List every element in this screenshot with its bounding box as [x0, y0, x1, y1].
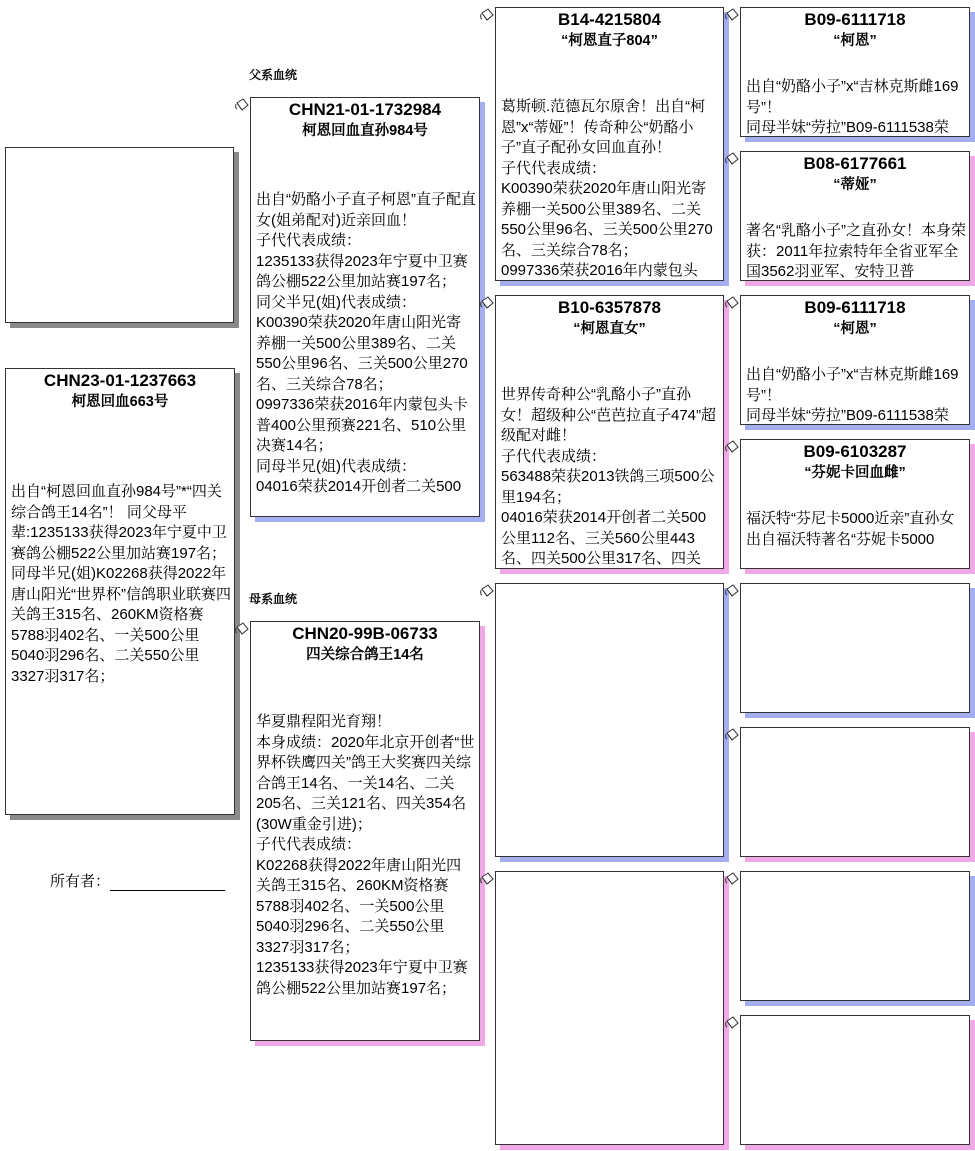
ring-number: B09-6103287	[803, 442, 907, 461]
paint-bucket-icon[interactable]	[480, 584, 494, 598]
paint-bucket-icon[interactable]	[235, 98, 249, 112]
pigeon-notes: 葛斯顿.范德瓦尔原舍！出自“柯恩”x“蒂娅”！传奇种公“奶酪小子”直子配孙女回血直孙！ 子代代表成绩： K00390荣获2020年唐山阳光寄养棚一关500公里389名、二关550公里96名、三关500公里270名、三关综合78名； 0997336荣获2016年内蒙包头	[501, 98, 713, 279]
dam-dam-card-empty[interactable]	[495, 871, 724, 1145]
pigeon-notes: 出自“奶酪小子”x“吉林克斯雌169号”！ 同母半妹“劳拉”B09-6111538荣	[746, 366, 959, 424]
subject-card[interactable]	[5, 368, 235, 815]
ddd-card-empty[interactable]	[740, 1015, 970, 1145]
paint-bucket-icon[interactable]	[725, 728, 739, 742]
ring-number: B10-6357878	[557, 298, 662, 317]
pigeon-name: “柯恩”	[833, 33, 877, 49]
owner-label: 所有者：	[50, 873, 111, 890]
pigeon-notes: 华夏鼎程阳光育翔！ 本身成绩：2020年北京开创者“世界杯铁鹰四关”鸽王大奖赛四关综合鸽王14名、一关14名、二关205名、三关121名、四关354名(30W重金引进)； 子代代表成绩： K02268获得2022年唐山阳光四关鸽王315名、260KM资格赛5788羽402名、一关500公里5040羽296名、二关550公里3327羽317名； 1235133获得2023年宁夏中卫赛鸽公棚522公里加站赛197名；	[256, 713, 475, 997]
owner-field[interactable]	[50, 870, 225, 891]
photo-placeholder[interactable]	[5, 147, 234, 323]
dss-card-empty[interactable]	[740, 583, 970, 713]
paint-bucket-icon[interactable]	[725, 8, 739, 22]
dam-line-label: 母系血统	[249, 592, 298, 606]
pigeon-name: “蒂娅”	[833, 177, 877, 193]
ring-number: B14-4215804	[557, 10, 662, 29]
dam-sire-card-empty[interactable]	[495, 583, 724, 857]
sds-card[interactable]	[740, 295, 970, 425]
pigeon-notes: 世界传奇种公“乳酪小子”直孙女！超级种公“芭芭拉直子474”超级配对雌！ 子代代表成绩： 563488荣获2013铁鸽三项500公里194名； 04016荣获2014开创者二关500公里112名、三关560公里443名、四关500公里317名、四关	[501, 386, 717, 567]
ring-number: CHN21-01-1732984	[288, 100, 442, 119]
pigeon-notes: 出自“柯恩回血直孙984号”*“四关综合鸽王14名”！ 同父母平辈:1235133获得2023年宁夏中卫赛鸽公棚522公里加站赛197名；同母半兄(姐)K02268获得2022年唐山阳光“世界杯”信鸽职业联赛四关鸽王315名、260KM资格赛5788羽402名、一关500公里5040羽296名、二关550公里3327羽317名；	[11, 483, 231, 685]
pigeon-notes: 出自“奶酪小子”x“吉林克斯雌169号”！ 同母半妹“劳拉”B09-6111538荣	[746, 78, 959, 136]
ring-number: CHN23-01-1237663	[43, 371, 197, 390]
sdd-card[interactable]	[740, 439, 970, 569]
ring-number: B09-6111718	[804, 298, 906, 317]
paint-bucket-icon[interactable]	[725, 440, 739, 454]
paint-bucket-icon[interactable]	[235, 622, 249, 636]
dsd-card-empty[interactable]	[740, 727, 970, 857]
pigeon-name: 柯恩回血直孙984号	[302, 123, 428, 139]
paint-bucket-icon[interactable]	[480, 296, 494, 310]
paint-bucket-icon[interactable]	[725, 1016, 739, 1030]
pigeon-name: “柯恩”	[833, 321, 877, 337]
sss-card[interactable]	[740, 7, 970, 137]
dds-card-empty[interactable]	[740, 871, 970, 1001]
paint-bucket-icon[interactable]	[725, 152, 739, 166]
ring-number: B09-6111718	[804, 10, 906, 29]
paint-bucket-icon[interactable]	[725, 296, 739, 310]
sire-line-label: 父系血统	[249, 68, 298, 82]
pigeon-notes: 福沃特“芬尼卡5000近亲”直孙女 出自福沃特著名“芬妮卡5000	[746, 510, 955, 548]
sire-dam-card[interactable]	[495, 295, 724, 569]
paint-bucket-icon[interactable]	[480, 872, 494, 886]
paint-bucket-icon[interactable]	[480, 8, 494, 22]
ssd-card[interactable]	[740, 151, 970, 281]
pigeon-notes: 出自“奶酪小子直子柯恩”直子配直女(姐弟配对)近亲回血！ 子代代表成绩： 1235133获得2023年宁夏中卫赛鸽公棚522公里加站赛197名； 同父半兄(姐)代表成绩： K00390荣获2020年唐山阳光寄养棚一关500公里389名、二关550公里96名、三关500公里270名、三关综合78名； 0997336荣获2016年内蒙包头卡普400公里预赛221名、510公里决赛14名； 同母半兄(姐)代表成绩： 04016荣获2014开创者二关500	[256, 191, 476, 495]
ring-number: CHN20-99B-06733	[292, 624, 438, 643]
pigeon-name: “柯恩直女”	[573, 321, 646, 337]
ring-number: B08-6177661	[803, 154, 907, 173]
pigeon-name: “柯恩直子804”	[561, 33, 658, 49]
sire-card[interactable]	[250, 97, 480, 517]
dam-card[interactable]	[250, 621, 480, 1041]
owner-line	[110, 875, 225, 891]
pigeon-name: 柯恩回血663号	[71, 394, 169, 410]
pigeon-name: “芬妮卡回血雌”	[804, 465, 906, 481]
pigeon-name: 四关综合鸽王14名	[306, 647, 424, 663]
pigeon-notes: 著名“乳酪小子”之直孙女！本身荣获：2011年拉索特年全省亚军全国3562羽亚军、安特卫普	[746, 222, 966, 280]
sire-sire-card[interactable]	[495, 7, 724, 281]
paint-bucket-icon[interactable]	[725, 584, 739, 598]
paint-bucket-icon[interactable]	[725, 872, 739, 886]
